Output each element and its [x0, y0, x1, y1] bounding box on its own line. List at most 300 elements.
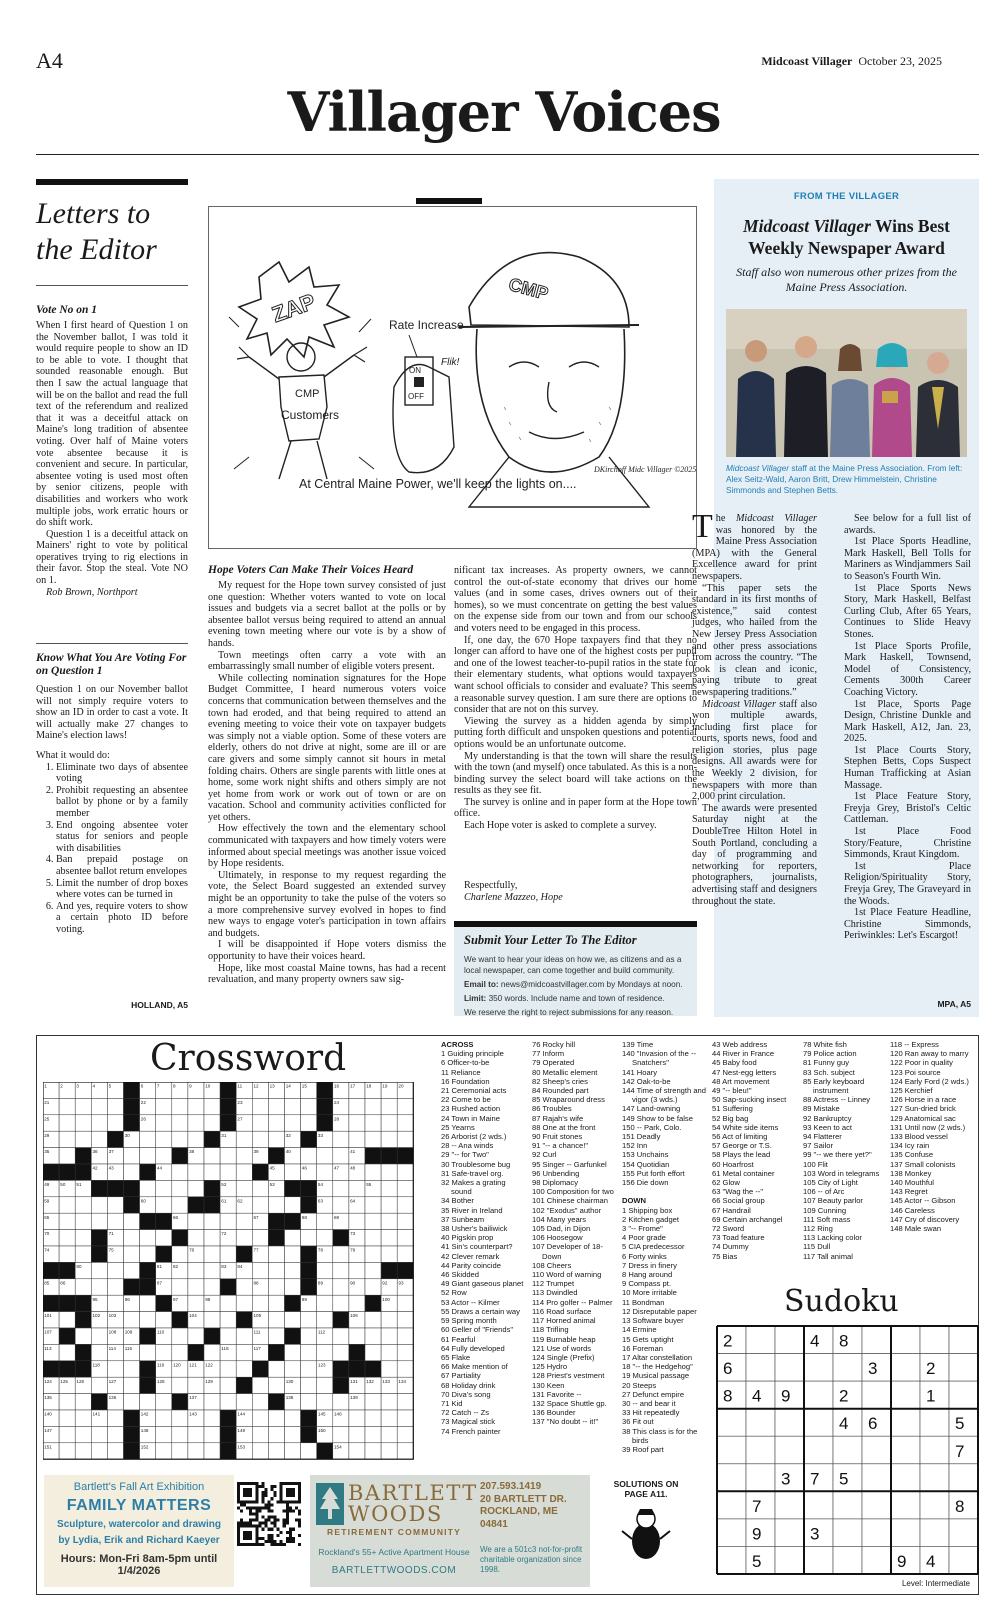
- sudoku-cell[interactable]: [862, 1491, 891, 1519]
- crossword-cell[interactable]: [397, 1131, 413, 1147]
- crossword-cell[interactable]: [349, 1131, 365, 1147]
- crossword-cell[interactable]: [317, 1262, 333, 1278]
- sudoku-cell[interactable]: [833, 1436, 862, 1464]
- sudoku-cell[interactable]: [862, 1381, 891, 1409]
- crossword-cell[interactable]: [204, 1098, 220, 1114]
- sudoku-cell[interactable]: [920, 1464, 949, 1492]
- crossword-cell[interactable]: [204, 1230, 220, 1246]
- sudoku-cell[interactable]: [920, 1436, 949, 1464]
- crossword-cell[interactable]: [204, 1246, 220, 1262]
- sudoku-cell[interactable]: [949, 1464, 978, 1492]
- crossword-cell[interactable]: [252, 1131, 268, 1147]
- crossword-cell[interactable]: [204, 1213, 220, 1229]
- crossword-svg[interactable]: [43, 1082, 415, 1462]
- sudoku-cell[interactable]: [833, 1519, 862, 1547]
- crossword-cell[interactable]: [365, 1410, 381, 1426]
- crossword-cell[interactable]: [236, 1344, 252, 1360]
- sudoku-cell[interactable]: [775, 1491, 804, 1519]
- crossword-cell[interactable]: [397, 1230, 413, 1246]
- crossword-cell[interactable]: [75, 1197, 91, 1213]
- sudoku-cell[interactable]: [717, 1464, 746, 1492]
- crossword-cell[interactable]: [349, 1426, 365, 1442]
- crossword-cell[interactable]: [140, 1148, 156, 1164]
- crossword-cell[interactable]: [285, 1197, 301, 1213]
- crossword-cell[interactable]: [172, 1164, 188, 1180]
- crossword-cell[interactable]: [333, 1295, 349, 1311]
- sudoku-cell[interactable]: [862, 1436, 891, 1464]
- bartlett-woods-ad[interactable]: BARTLETT WOODS RETIREMENT COMMUNITY Rockland's 55+ Active Apartment House BARTLETTWOODS.COM 207.593.1419 20 BARTLETT DR. ROCKLAND, ME 04841 We are a 501c3 not-for-profit charitable organization since 1998.: [310, 1475, 590, 1587]
- sudoku-cell[interactable]: [891, 1491, 920, 1519]
- crossword-cell[interactable]: [172, 1426, 188, 1442]
- crossword-cell[interactable]: [91, 1213, 107, 1229]
- sudoku-cell[interactable]: [920, 1491, 949, 1519]
- sudoku-cell[interactable]: [804, 1354, 833, 1382]
- crossword-cell[interactable]: [397, 1361, 413, 1377]
- crossword-cell[interactable]: [156, 1312, 172, 1328]
- crossword-cell[interactable]: [381, 1328, 397, 1344]
- crossword-cell[interactable]: [75, 1098, 91, 1114]
- sudoku-cell[interactable]: [717, 1436, 746, 1464]
- crossword-cell[interactable]: [91, 1426, 107, 1442]
- crossword-cell[interactable]: [268, 1295, 284, 1311]
- sudoku-cell[interactable]: [949, 1326, 978, 1354]
- crossword-cell[interactable]: [204, 1426, 220, 1442]
- crossword-cell[interactable]: [349, 1213, 365, 1229]
- crossword-cell[interactable]: [124, 1246, 140, 1262]
- crossword-cell[interactable]: [381, 1312, 397, 1328]
- crossword-cell[interactable]: [381, 1344, 397, 1360]
- crossword-cell[interactable]: [107, 1295, 123, 1311]
- crossword-cell[interactable]: [252, 1197, 268, 1213]
- crossword-cell[interactable]: [252, 1295, 268, 1311]
- crossword-cell[interactable]: [59, 1115, 75, 1131]
- crossword-cell[interactable]: [140, 1312, 156, 1328]
- crossword-cell[interactable]: [140, 1344, 156, 1360]
- crossword-cell[interactable]: [365, 1213, 381, 1229]
- crossword-cell[interactable]: [333, 1394, 349, 1410]
- crossword-cell[interactable]: [381, 1410, 397, 1426]
- sudoku-cell[interactable]: [775, 1409, 804, 1437]
- crossword-cell[interactable]: [381, 1230, 397, 1246]
- crossword-cell[interactable]: [156, 1230, 172, 1246]
- crossword-cell[interactable]: [236, 1131, 252, 1147]
- crossword-cell[interactable]: [75, 1279, 91, 1295]
- crossword-cell[interactable]: [365, 1230, 381, 1246]
- crossword-cell[interactable]: [333, 1344, 349, 1360]
- crossword-cell[interactable]: [381, 1443, 397, 1459]
- crossword-cell[interactable]: [107, 1426, 123, 1442]
- crossword-cell[interactable]: [59, 1443, 75, 1459]
- crossword-cell[interactable]: [317, 1148, 333, 1164]
- crossword-cell[interactable]: [317, 1344, 333, 1360]
- sudoku-cell[interactable]: [804, 1491, 833, 1519]
- crossword-cell[interactable]: [91, 1115, 107, 1131]
- jump-link[interactable]: MPA, A5: [937, 999, 971, 1009]
- sudoku-cell[interactable]: [775, 1546, 804, 1574]
- crossword-cell[interactable]: [333, 1180, 349, 1196]
- crossword-cell[interactable]: [59, 1131, 75, 1147]
- sudoku-cell[interactable]: [949, 1381, 978, 1409]
- crossword-cell[interactable]: [220, 1246, 236, 1262]
- crossword-cell[interactable]: [365, 1394, 381, 1410]
- crossword-cell[interactable]: [349, 1115, 365, 1131]
- crossword-cell[interactable]: [172, 1410, 188, 1426]
- crossword-cell[interactable]: [59, 1246, 75, 1262]
- sudoku-cell[interactable]: [862, 1326, 891, 1354]
- crossword-cell[interactable]: [59, 1230, 75, 1246]
- crossword-cell[interactable]: [301, 1312, 317, 1328]
- crossword-cell[interactable]: [285, 1426, 301, 1442]
- crossword-cell[interactable]: [188, 1115, 204, 1131]
- crossword-cell[interactable]: [236, 1213, 252, 1229]
- crossword-cell[interactable]: [140, 1180, 156, 1196]
- crossword-cell[interactable]: [59, 1426, 75, 1442]
- crossword-cell[interactable]: [301, 1328, 317, 1344]
- crossword-cell[interactable]: [301, 1361, 317, 1377]
- crossword-cell[interactable]: [172, 1197, 188, 1213]
- crossword-cell[interactable]: [285, 1164, 301, 1180]
- crossword-cell[interactable]: [204, 1164, 220, 1180]
- crossword-cell[interactable]: [204, 1115, 220, 1131]
- crossword-cell[interactable]: [252, 1410, 268, 1426]
- crossword-cell[interactable]: [365, 1115, 381, 1131]
- sudoku-cell[interactable]: [920, 1409, 949, 1437]
- crossword-cell[interactable]: [59, 1394, 75, 1410]
- crossword-cell[interactable]: [124, 1361, 140, 1377]
- crossword-cell[interactable]: [397, 1098, 413, 1114]
- crossword-cell[interactable]: [204, 1394, 220, 1410]
- crossword-cell[interactable]: [107, 1098, 123, 1114]
- crossword-cell[interactable]: [349, 1328, 365, 1344]
- crossword-cell[interactable]: [204, 1148, 220, 1164]
- sudoku-cell[interactable]: [775, 1326, 804, 1354]
- crossword-cell[interactable]: [397, 1312, 413, 1328]
- crossword-cell[interactable]: [365, 1426, 381, 1442]
- crossword-cell[interactable]: [268, 1197, 284, 1213]
- crossword-cell[interactable]: [252, 1180, 268, 1196]
- crossword-cell[interactable]: [268, 1377, 284, 1393]
- crossword-cell[interactable]: [75, 1115, 91, 1131]
- crossword-cell[interactable]: [397, 1295, 413, 1311]
- crossword-cell[interactable]: [188, 1164, 204, 1180]
- crossword-cell[interactable]: [365, 1443, 381, 1459]
- crossword-cell[interactable]: [220, 1361, 236, 1377]
- crossword-cell[interactable]: [317, 1295, 333, 1311]
- crossword-cell[interactable]: [220, 1148, 236, 1164]
- crossword-cell[interactable]: [75, 1246, 91, 1262]
- sudoku-cell[interactable]: [717, 1519, 746, 1547]
- crossword-cell[interactable]: [365, 1098, 381, 1114]
- crossword-cell[interactable]: [156, 1410, 172, 1426]
- sudoku-cell[interactable]: [949, 1546, 978, 1574]
- crossword-cell[interactable]: [301, 1394, 317, 1410]
- crossword-cell[interactable]: [285, 1115, 301, 1131]
- sudoku-cell[interactable]: [717, 1409, 746, 1437]
- crossword-cell[interactable]: [301, 1098, 317, 1114]
- crossword-cell[interactable]: [156, 1344, 172, 1360]
- crossword-cell[interactable]: [220, 1312, 236, 1328]
- crossword-cell[interactable]: [236, 1164, 252, 1180]
- crossword-cell[interactable]: [75, 1410, 91, 1426]
- crossword-cell[interactable]: [268, 1312, 284, 1328]
- crossword-cell[interactable]: [381, 1197, 397, 1213]
- crossword-cell[interactable]: [204, 1443, 220, 1459]
- crossword-cell[interactable]: [285, 1344, 301, 1360]
- crossword-cell[interactable]: [381, 1115, 397, 1131]
- crossword-cell[interactable]: [397, 1213, 413, 1229]
- crossword-cell[interactable]: [349, 1295, 365, 1311]
- crossword-cell[interactable]: [236, 1295, 252, 1311]
- crossword-cell[interactable]: [91, 1344, 107, 1360]
- crossword-cell[interactable]: [59, 1197, 75, 1213]
- crossword-cell[interactable]: [381, 1180, 397, 1196]
- sudoku-cell[interactable]: [891, 1354, 920, 1382]
- sudoku-cell[interactable]: [891, 1409, 920, 1437]
- crossword-cell[interactable]: [156, 1197, 172, 1213]
- crossword-cell[interactable]: [285, 1279, 301, 1295]
- crossword-cell[interactable]: [107, 1443, 123, 1459]
- crossword-cell[interactable]: [188, 1213, 204, 1229]
- crossword-cell[interactable]: [91, 1131, 107, 1147]
- crossword-cell[interactable]: [397, 1394, 413, 1410]
- crossword-cell[interactable]: [301, 1443, 317, 1459]
- crossword-cell[interactable]: [268, 1131, 284, 1147]
- sudoku-cell[interactable]: [862, 1464, 891, 1492]
- sudoku-cell[interactable]: [804, 1436, 833, 1464]
- sudoku-cell[interactable]: [804, 1409, 833, 1437]
- qr-code[interactable]: [237, 1482, 301, 1546]
- crossword-cell[interactable]: [252, 1377, 268, 1393]
- sudoku-cell[interactable]: [775, 1436, 804, 1464]
- sudoku-cell[interactable]: [833, 1354, 862, 1382]
- sudoku-cell[interactable]: [746, 1409, 775, 1437]
- crossword-cell[interactable]: [252, 1443, 268, 1459]
- crossword-cell[interactable]: [397, 1115, 413, 1131]
- crossword-cell[interactable]: [124, 1213, 140, 1229]
- crossword-cell[interactable]: [204, 1410, 220, 1426]
- crossword-cell[interactable]: [124, 1262, 140, 1278]
- crossword-cell[interactable]: [236, 1180, 252, 1196]
- crossword-cell[interactable]: [365, 1197, 381, 1213]
- crossword-cell[interactable]: [59, 1344, 75, 1360]
- crossword-cell[interactable]: [349, 1262, 365, 1278]
- crossword-cell[interactable]: [252, 1426, 268, 1442]
- submit-email[interactable]: news@midcoastvillager.com by Mondays at noon.: [500, 980, 683, 989]
- sudoku-cell[interactable]: [862, 1546, 891, 1574]
- crossword-cell[interactable]: [349, 1410, 365, 1426]
- crossword-cell[interactable]: [349, 1180, 365, 1196]
- crossword-cell[interactable]: [301, 1230, 317, 1246]
- crossword-cell[interactable]: [156, 1115, 172, 1131]
- crossword-cell[interactable]: [236, 1328, 252, 1344]
- crossword-cell[interactable]: [268, 1262, 284, 1278]
- crossword-cell[interactable]: [317, 1164, 333, 1180]
- crossword-cell[interactable]: [188, 1443, 204, 1459]
- crossword-cell[interactable]: [188, 1131, 204, 1147]
- crossword-cell[interactable]: [365, 1246, 381, 1262]
- crossword-cell[interactable]: [204, 1262, 220, 1278]
- crossword-cell[interactable]: [268, 1115, 284, 1131]
- sudoku-cell[interactable]: [891, 1519, 920, 1547]
- crossword-cell[interactable]: [188, 1279, 204, 1295]
- crossword-cell[interactable]: [236, 1279, 252, 1295]
- sudoku-cell[interactable]: [891, 1464, 920, 1492]
- crossword-cell[interactable]: [333, 1246, 349, 1262]
- crossword-cell[interactable]: [268, 1279, 284, 1295]
- crossword-cell[interactable]: [75, 1426, 91, 1442]
- crossword-cell[interactable]: [107, 1213, 123, 1229]
- crossword-cell[interactable]: [220, 1295, 236, 1311]
- crossword-cell[interactable]: [220, 1328, 236, 1344]
- crossword-cell[interactable]: [172, 1443, 188, 1459]
- crossword-cell[interactable]: [75, 1394, 91, 1410]
- crossword-cell[interactable]: [349, 1443, 365, 1459]
- crossword-cell[interactable]: [317, 1394, 333, 1410]
- crossword-cell[interactable]: [156, 1443, 172, 1459]
- crossword-cell[interactable]: [236, 1230, 252, 1246]
- crossword-cell[interactable]: [317, 1213, 333, 1229]
- crossword-cell[interactable]: [172, 1246, 188, 1262]
- sudoku-grid[interactable]: [716, 1325, 979, 1579]
- crossword-cell[interactable]: [91, 1197, 107, 1213]
- jump-link[interactable]: HOLLAND, A5: [131, 1000, 188, 1010]
- crossword-cell[interactable]: [397, 1197, 413, 1213]
- crossword-cell[interactable]: [75, 1328, 91, 1344]
- crossword-cell[interactable]: [285, 1230, 301, 1246]
- crossword-cell[interactable]: [220, 1377, 236, 1393]
- sudoku-cell[interactable]: [775, 1354, 804, 1382]
- crossword-cell[interactable]: [188, 1328, 204, 1344]
- sudoku-cell[interactable]: [746, 1326, 775, 1354]
- crossword-cell[interactable]: [188, 1180, 204, 1196]
- crossword-cell[interactable]: [204, 1312, 220, 1328]
- crossword-cell[interactable]: [107, 1262, 123, 1278]
- crossword-cell[interactable]: [317, 1377, 333, 1393]
- crossword-cell[interactable]: [365, 1279, 381, 1295]
- crossword-cell[interactable]: [397, 1344, 413, 1360]
- sudoku-cell[interactable]: [804, 1381, 833, 1409]
- crossword-cell[interactable]: [156, 1098, 172, 1114]
- crossword-cell[interactable]: [172, 1180, 188, 1196]
- sudoku-svg[interactable]: [716, 1325, 979, 1575]
- crossword-cell[interactable]: [333, 1131, 349, 1147]
- sudoku-cell[interactable]: [949, 1354, 978, 1382]
- crossword-cell[interactable]: [188, 1230, 204, 1246]
- crossword-cell[interactable]: [381, 1131, 397, 1147]
- crossword-cell[interactable]: [156, 1148, 172, 1164]
- crossword-cell[interactable]: [365, 1312, 381, 1328]
- crossword-cell[interactable]: [365, 1262, 381, 1278]
- sudoku-cell[interactable]: [746, 1354, 775, 1382]
- crossword-cell[interactable]: [172, 1377, 188, 1393]
- crossword-cell[interactable]: [397, 1246, 413, 1262]
- crossword-cell[interactable]: [397, 1328, 413, 1344]
- crossword-cell[interactable]: [188, 1426, 204, 1442]
- crossword-cell[interactable]: [75, 1213, 91, 1229]
- crossword-cell[interactable]: [107, 1410, 123, 1426]
- crossword-cell[interactable]: [124, 1312, 140, 1328]
- crossword-cell[interactable]: [381, 1164, 397, 1180]
- crossword-cell[interactable]: [220, 1394, 236, 1410]
- sudoku-cell[interactable]: [833, 1546, 862, 1574]
- crossword-cell[interactable]: [397, 1410, 413, 1426]
- sudoku-cell[interactable]: [746, 1464, 775, 1492]
- sudoku-cell[interactable]: [804, 1546, 833, 1574]
- crossword-cell[interactable]: [156, 1131, 172, 1147]
- crossword-cell[interactable]: [236, 1148, 252, 1164]
- crossword-cell[interactable]: [107, 1361, 123, 1377]
- crossword-cell[interactable]: [365, 1344, 381, 1360]
- crossword-cell[interactable]: [268, 1246, 284, 1262]
- sudoku-cell[interactable]: [891, 1436, 920, 1464]
- crossword-cell[interactable]: [333, 1426, 349, 1442]
- crossword-cell[interactable]: [172, 1279, 188, 1295]
- crossword-cell[interactable]: [140, 1295, 156, 1311]
- crossword-cell[interactable]: [91, 1328, 107, 1344]
- crossword-cell[interactable]: [188, 1295, 204, 1311]
- sudoku-cell[interactable]: [891, 1381, 920, 1409]
- crossword-cell[interactable]: [285, 1246, 301, 1262]
- crossword-cell[interactable]: [381, 1426, 397, 1442]
- crossword-cell[interactable]: [268, 1361, 284, 1377]
- crossword-cell[interactable]: [365, 1164, 381, 1180]
- sudoku-cell[interactable]: [891, 1326, 920, 1354]
- crossword-cell[interactable]: [124, 1148, 140, 1164]
- crossword-cell[interactable]: [91, 1098, 107, 1114]
- crossword-cell[interactable]: [91, 1377, 107, 1393]
- crossword-cell[interactable]: [124, 1394, 140, 1410]
- crossword-cell[interactable]: [252, 1115, 268, 1131]
- crossword-cell[interactable]: [301, 1344, 317, 1360]
- crossword-cell[interactable]: [365, 1328, 381, 1344]
- crossword-cell[interactable]: [285, 1098, 301, 1114]
- crossword-cell[interactable]: [172, 1098, 188, 1114]
- crossword-cell[interactable]: [333, 1262, 349, 1278]
- sudoku-cell[interactable]: [746, 1436, 775, 1464]
- crossword-cell[interactable]: [268, 1328, 284, 1344]
- crossword-cell[interactable]: [172, 1131, 188, 1147]
- crossword-cell[interactable]: [397, 1180, 413, 1196]
- crossword-cell[interactable]: [285, 1262, 301, 1278]
- crossword-cell[interactable]: [252, 1098, 268, 1114]
- sudoku-cell[interactable]: [833, 1491, 862, 1519]
- crossword-cell[interactable]: [140, 1246, 156, 1262]
- crossword-cell[interactable]: [172, 1328, 188, 1344]
- crossword-cell[interactable]: [252, 1394, 268, 1410]
- crossword-cell[interactable]: [91, 1443, 107, 1459]
- crossword-cell[interactable]: [91, 1262, 107, 1278]
- crossword-cell[interactable]: [333, 1148, 349, 1164]
- crossword-cell[interactable]: [285, 1361, 301, 1377]
- crossword-grid[interactable]: [43, 1082, 415, 1466]
- sudoku-cell[interactable]: [775, 1519, 804, 1547]
- crossword-cell[interactable]: [381, 1213, 397, 1229]
- crossword-cell[interactable]: [188, 1262, 204, 1278]
- crossword-cell[interactable]: [107, 1115, 123, 1131]
- crossword-cell[interactable]: [140, 1394, 156, 1410]
- sudoku-cell[interactable]: [717, 1546, 746, 1574]
- crossword-cell[interactable]: [220, 1213, 236, 1229]
- crossword-cell[interactable]: [140, 1230, 156, 1246]
- crossword-cell[interactable]: [75, 1443, 91, 1459]
- crossword-cell[interactable]: [156, 1426, 172, 1442]
- crossword-cell[interactable]: [317, 1312, 333, 1328]
- crossword-cell[interactable]: [236, 1394, 252, 1410]
- crossword-cell[interactable]: [301, 1377, 317, 1393]
- crossword-cell[interactable]: [301, 1115, 317, 1131]
- crossword-cell[interactable]: [268, 1426, 284, 1442]
- sudoku-cell[interactable]: [920, 1519, 949, 1547]
